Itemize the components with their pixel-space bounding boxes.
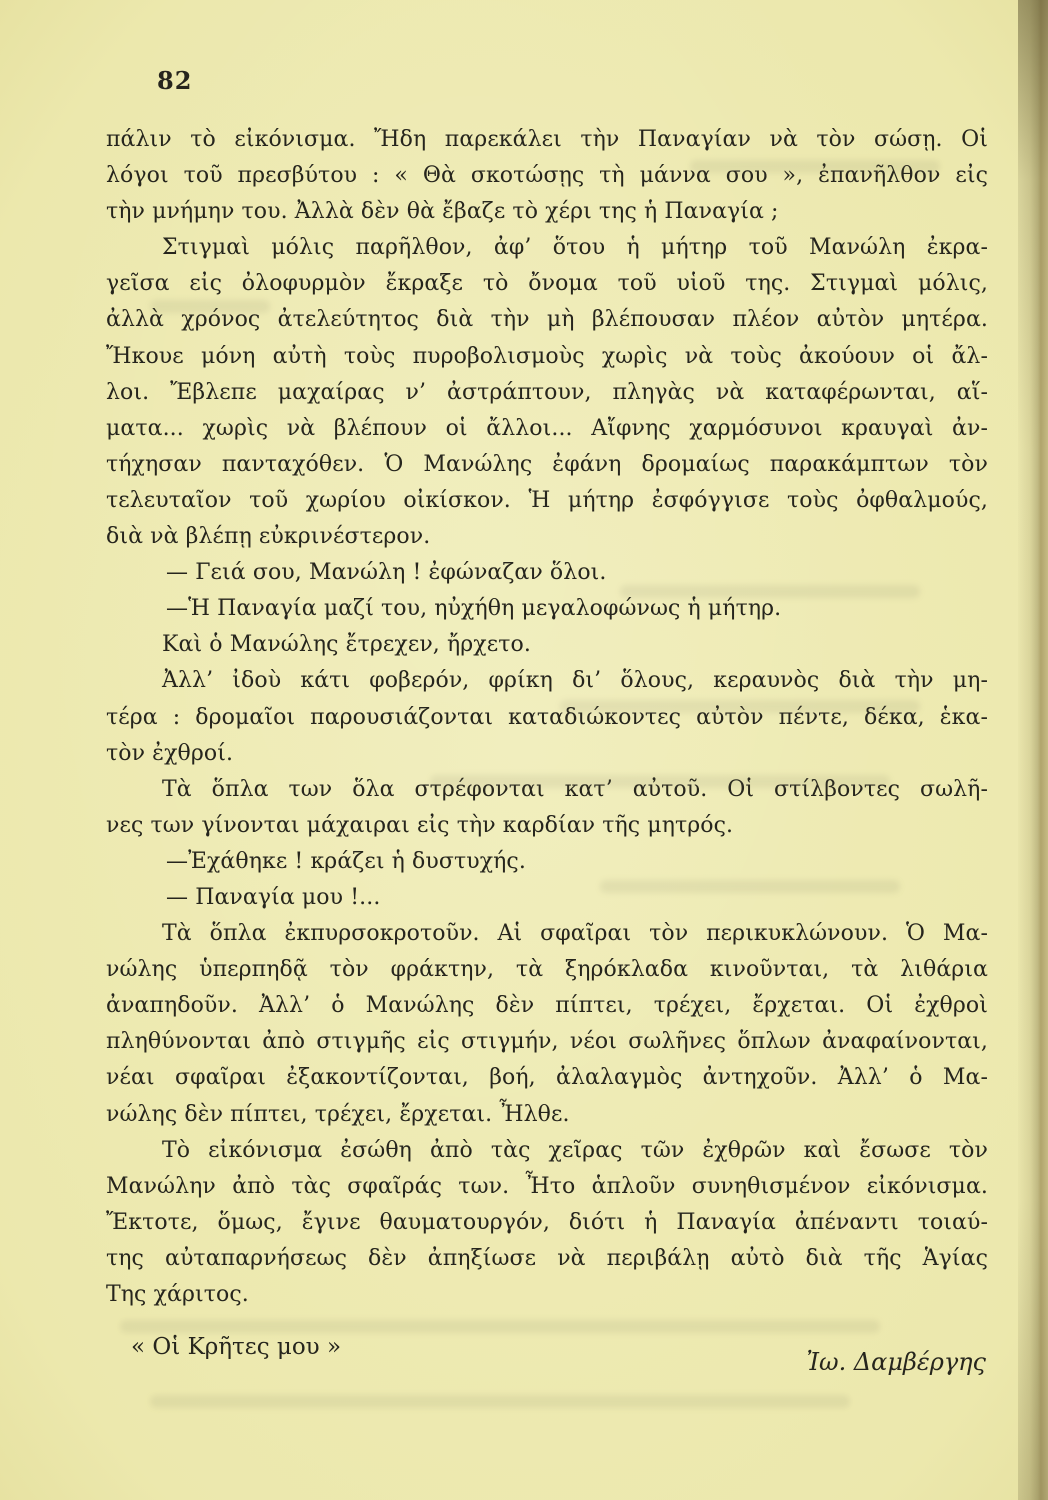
text-block <box>106 122 988 1313</box>
text-line: —Ἐχάθηκε ! κράζει ἡ δυστυχής. <box>166 848 526 874</box>
text-line: ματα... χωρὶς νὰ βλέπουν οἱ ἄλλοι... Αἴφνης χαρμόσυνοι κραυγαὶ ἀν- <box>106 415 988 441</box>
text-line: λόγοι τοῦ πρεσβύτου : « Θὰ σκοτώσῃς τὴ μάννα σου », ἐπανῆλθον εἰς <box>106 163 988 189</box>
text-line: Τὰ ὅπλα ἐκπυρσοκροτοῦν. Αἱ σφαῖραι τὸν περικυκλώνουν. Ὁ Μα- <box>162 921 988 947</box>
text-line: νες των γίνονται μάχαιραι εἰς τὴν καρδίαν τῆς μητρός. <box>106 812 734 838</box>
text-line: Ἔκτοτε, ὅμως, ἔγινε θαυματουργόν, διότι ἡ Παναγία ἀπέναντι τοιαύ- <box>106 1209 988 1235</box>
text-line: — Παναγία μου !... <box>166 884 381 910</box>
text-line: — Γειά σου, Μανώλη ! ἐφώναζαν ὅλοι. <box>166 560 607 586</box>
text-line: Ἤκουε μόνη αὐτὴ τοὺς πυροβολισμοὺς χωρὶς νὰ τοὺς ἀκούουν οἱ ἄλ- <box>106 343 988 369</box>
text-line: νέαι σφαῖραι ἐξακοντίζονται, βοή, ἀλαλαγμὸς ἀντηχοῦν. Ἀλλ’ ὁ Μα- <box>106 1065 988 1091</box>
text-line: νώλης ὑπερπηδᾷ τὸν φράκτην, τὰ ξηρόκλαδα κινοῦνται, τὰ λιθάρια <box>106 957 988 983</box>
text-line: της αὐταπαρνήσεως δὲν ἀπηξίωσε νὰ περιβάλῃ αὐτὸ διὰ τῆς Ἁγίας <box>106 1245 988 1271</box>
page-number: 82 <box>157 66 193 95</box>
text-line: Καὶ ὁ Μανώλης ἔτρεχεν, ἤρχετο. <box>162 632 531 658</box>
text-line: ἀλλὰ χρόνος ἀτελεύτητος διὰ τὴν μὴ βλέπουσαν πλέον αὐτὸν μητέρα. <box>106 307 988 333</box>
text-line: πάλιν τὸ εἰκόνισμα. Ἤδη παρεκάλει τὴν Παναγίαν νὰ τὸν σώσῃ. Οἱ <box>106 127 988 152</box>
text-line: —Ἡ Παναγία μαζί του, ηὐχήθη μεγαλοφώνως ἡ μήτηρ. <box>166 596 782 622</box>
page-edge-shadow <box>1018 0 1048 1500</box>
bleedthrough-mark <box>150 1395 850 1408</box>
text-line: τελευταῖον τοῦ χωρίου οἰκίσκον. Ἡ μήτηρ ἐσφόγγισε τοὺς ὀφθαλμούς, <box>106 487 988 513</box>
text-line: Τὸ εἰκόνισμα ἐσώθη ἀπὸ τὰς χεῖρας τῶν ἐχθρῶν καὶ ἔσωσε τὸν <box>162 1137 988 1163</box>
text-line: Ἀλλ’ ἰδοὺ κάτι φοβερόν, φρίκη δι’ ὅλους, κεραυνὸς διὰ τὴν μη- <box>162 668 988 694</box>
text-line: τὴν μνήμην του. Ἀλλὰ δὲν θὰ ἔβαζε τὸ χέρι της ἡ Παναγία ; <box>106 199 779 225</box>
text-line: Στιγμαὶ μόλις παρῆλθον, ἀφ’ ὅτου ἡ μήτηρ τοῦ Μανώλη ἐκρα- <box>162 235 988 261</box>
text-line: τήχησαν πανταχόθεν. Ὁ Μανώλης ἐφάνη δρομαίως παρακάμπτων τὸν <box>106 451 988 477</box>
text-line: ἀναπηδοῦν. Ἀλλ’ ὁ Μανώλης δὲν πίπτει, τρέχει, ἔρχεται. Οἱ ἐχθροὶ <box>106 993 988 1019</box>
text-line: Τὰ ὅπλα των ὅλα στρέφονται κατ’ αὐτοῦ. Οἱ στίλβοντες σωλῆ- <box>162 776 988 802</box>
text-line: διὰ νὰ βλέπῃ εὐκρινέστερον. <box>106 524 431 550</box>
source-title: « Οἱ Κρῆτες μου » <box>131 1334 342 1360</box>
text-line: Της χάριτος. <box>106 1282 249 1307</box>
text-line: πληθύνονται ἀπὸ στιγμῆς εἰς στιγμήν, νέοι σωλῆνες ὅπλων ἀναφαίνονται, <box>106 1029 988 1055</box>
text-line: τὸν ἐχθροί. <box>106 740 234 766</box>
author-signature: Ἰω. Δαμβέργης <box>806 1348 986 1376</box>
text-line: Μανώλην ἀπὸ τὰς σφαῖράς των. Ἦτο ἁπλοῦν συνηθισμένον εἰκόνισμα. <box>106 1173 988 1199</box>
text-line: τέρα : δρομαῖοι παρουσιάζονται καταδιώκοντες αὐτὸν πέντε, δέκα, ἑκα- <box>106 704 988 730</box>
bleedthrough-mark <box>120 1320 880 1333</box>
text-line: γεῖσα εἰς ὀλοφυρμὸν ἔκραξε τὸ ὄνομα τοῦ υἱοῦ της. Στιγμαὶ μόλις, <box>106 271 988 297</box>
text-line: λοι. Ἔβλεπε μαχαίρας ν’ ἀστράπτουν, πληγὰς νὰ καταφέρωνται, αἵ- <box>106 379 988 405</box>
text-line: νώλης δὲν πίπτει, τρέχει, ἔρχεται. Ἦλθε. <box>106 1101 570 1127</box>
